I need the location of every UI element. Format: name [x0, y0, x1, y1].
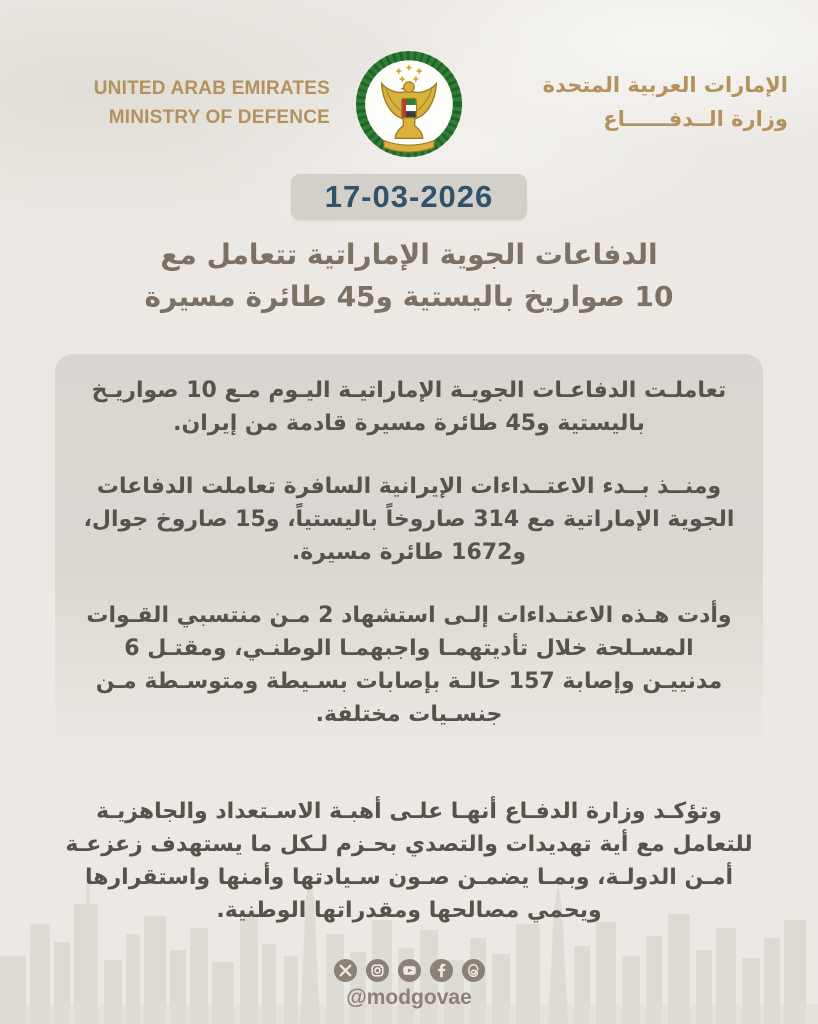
- statement-title: [0, 234, 818, 318]
- header-english-line2: MINISTRY OF DEFENCE: [108, 107, 330, 128]
- title-line2: 10 صواريخ باليستية و45 طائرة مسيرة: [144, 280, 674, 313]
- social-icons-row: [0, 958, 818, 983]
- header-arabic-line1: الإمارات العربية المتحدة: [542, 73, 788, 98]
- youtube-icon[interactable]: [397, 958, 422, 983]
- ministry-name-arabic: [488, 69, 788, 136]
- threads-icon[interactable]: [461, 958, 486, 983]
- instagram-icon[interactable]: [365, 958, 390, 983]
- statement-paragraph-3: وأدت هـذه الاعتـداءات إلـى استشهاد 2 مـن منتسبي القـوات المسـلحة خلال تأديتهمـا واجبهمـا الوطنـي، ومقتـل 6 مدنييـن وإصابة 157 حالـة بإصابات بسـيطة ومتوسـطة مـن جنسـيات مختلفة.: [86, 603, 732, 727]
- social-handle: @modgovae: [346, 986, 472, 1009]
- statement-card: [55, 354, 763, 755]
- footer: [0, 958, 818, 1010]
- title-line1: الدفاعات الجوية الإماراتية تتعامل مع: [160, 238, 658, 271]
- ministry-name-english: [30, 74, 330, 133]
- x-icon[interactable]: [333, 958, 358, 983]
- date-badge: [291, 174, 528, 220]
- facebook-icon[interactable]: [429, 958, 454, 983]
- uae-armed-forces-emblem-icon: [352, 46, 466, 160]
- statement-paragraph-2: ومنــذ بــدء الاعتــداءات الإيرانية السافرة تعاملت الدفاعات الجوية الإماراتية مع 314 صاروخاً باليستياً، و15 صاروخ جوال، و1672 طائرة مسيرة.: [83, 474, 735, 565]
- header: [0, 0, 818, 160]
- statement-paragraph-1: تعاملـت الدفاعـات الجويـة الإماراتيـة اليـوم مـع 10 صواريـخ باليستية و45 طائرة مسيرة قادمة من إيران.: [91, 378, 727, 436]
- statement-paragraph-4: وتؤكـد وزارة الدفـاع أنهـا علـى أهبـة الاسـتعداد والجاهزيـة للتعامل مع أية تهديدات والتصدي بحـزم لـكل ما يستهدف زعزعـة أمـن الدولـة، وبمـا يضمـن صـون سـيادتها وأمنها واستقرارها ويحمي مصالحها ومقدراتها الوطنية.: [65, 799, 753, 923]
- header-arabic-line2: وزارة الــدفــــــاع: [603, 107, 788, 131]
- header-english-line1: UNITED ARAB EMIRATES: [93, 77, 330, 99]
- statement-date: 17-03-2026: [324, 179, 494, 214]
